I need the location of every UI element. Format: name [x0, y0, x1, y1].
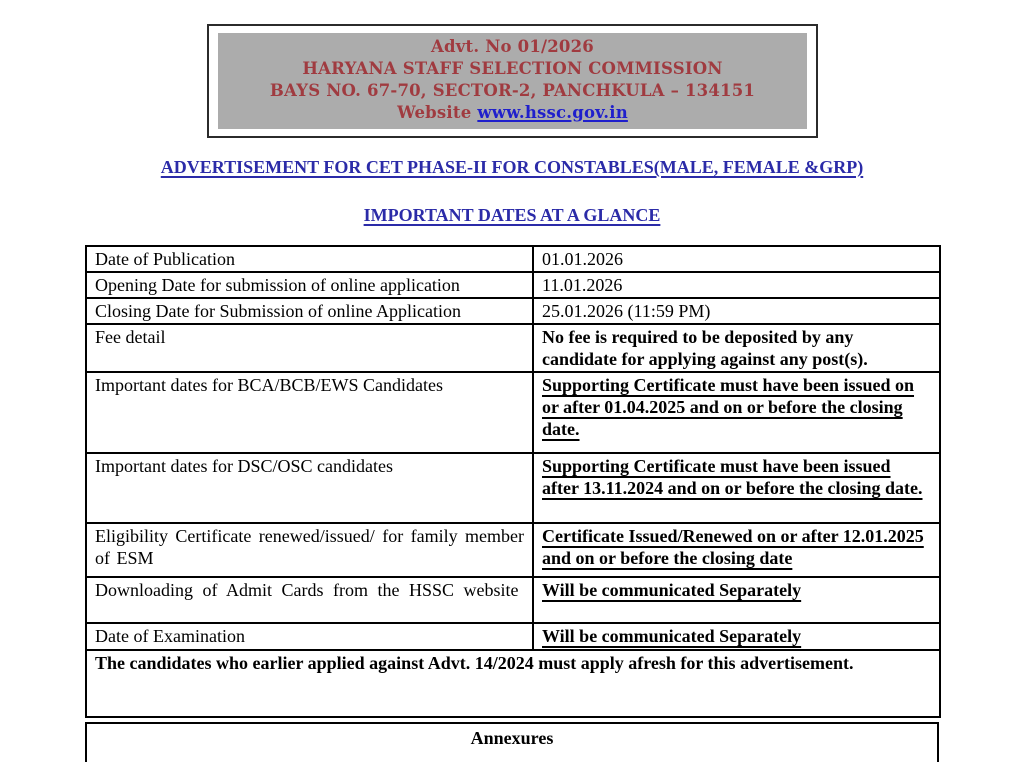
table-row: [86, 246, 940, 272]
row-label: Date of Examination: [86, 623, 533, 650]
annexures-title: Annexures: [470, 728, 554, 748]
row-label: Eligibility Certificate renewed/issued/ for family member of ESM: [86, 523, 533, 577]
note-row: [86, 650, 940, 717]
table-row: [86, 577, 940, 623]
row-label: Important dates for BCA/BCB/EWS Candidates: [86, 372, 533, 453]
website-label: Website: [397, 103, 478, 122]
row-value: 11.01.2026: [533, 272, 940, 298]
row-label: Downloading of Admit Cards from the HSSC website: [86, 577, 533, 623]
row-value: No fee is required to be deposited by any candidate for applying against any post(s).: [533, 324, 940, 372]
advertisement-heading: ADVERTISEMENT FOR CET PHASE-II FOR CONSTABLES(MALE, FEMALE &GRP): [160, 157, 864, 177]
row-label: Fee detail: [86, 324, 533, 372]
website-link[interactable]: www.hssc.gov.in: [477, 103, 628, 122]
advt-number: Advt. No 01/2026: [431, 37, 594, 56]
row-value: 25.01.2026 (11:59 PM): [533, 298, 940, 324]
reapply-note: The candidates who earlier applied against Advt. 14/2024 must apply afresh for this advertisement.: [86, 650, 940, 717]
commission-name: HARYANA STAFF SELECTION COMMISSION: [302, 59, 723, 78]
commission-address: BAYS NO. 67-70, SECTOR-2, PANCHKULA – 134151: [269, 81, 756, 100]
table-row: [86, 453, 940, 523]
notice-header-inner: [218, 33, 807, 129]
row-label: Closing Date for Submission of online Application: [86, 298, 533, 324]
row-value: Supporting Certificate must have been issued after 13.11.2024 and on or before the closing date.: [533, 453, 940, 523]
table-row: [86, 523, 940, 577]
row-label: Important dates for DSC/OSC candidates: [86, 453, 533, 523]
important-dates-heading: IMPORTANT DATES AT A GLANCE: [363, 205, 661, 225]
row-value: Supporting Certificate must have been issued on or after 01.04.2025 and on or before the closing date.: [533, 372, 940, 453]
table-row: [86, 324, 940, 372]
important-dates-table: [85, 245, 941, 718]
table-row: [86, 272, 940, 298]
notice-header-box: [207, 24, 818, 138]
table-row: [86, 372, 940, 453]
annexures-section: [85, 722, 939, 762]
website-line: [224, 102, 801, 124]
row-value: Will be communicated Separately: [533, 623, 940, 650]
table-row: [86, 623, 940, 650]
row-value: 01.01.2026: [533, 246, 940, 272]
table-row: [86, 298, 940, 324]
row-label: Date of Publication: [86, 246, 533, 272]
row-label: Opening Date for submission of online application: [86, 272, 533, 298]
row-value: Certificate Issued/Renewed on or after 12.01.2025 and on or before the closing date: [533, 523, 940, 577]
row-value: Will be communicated Separately: [533, 577, 940, 623]
